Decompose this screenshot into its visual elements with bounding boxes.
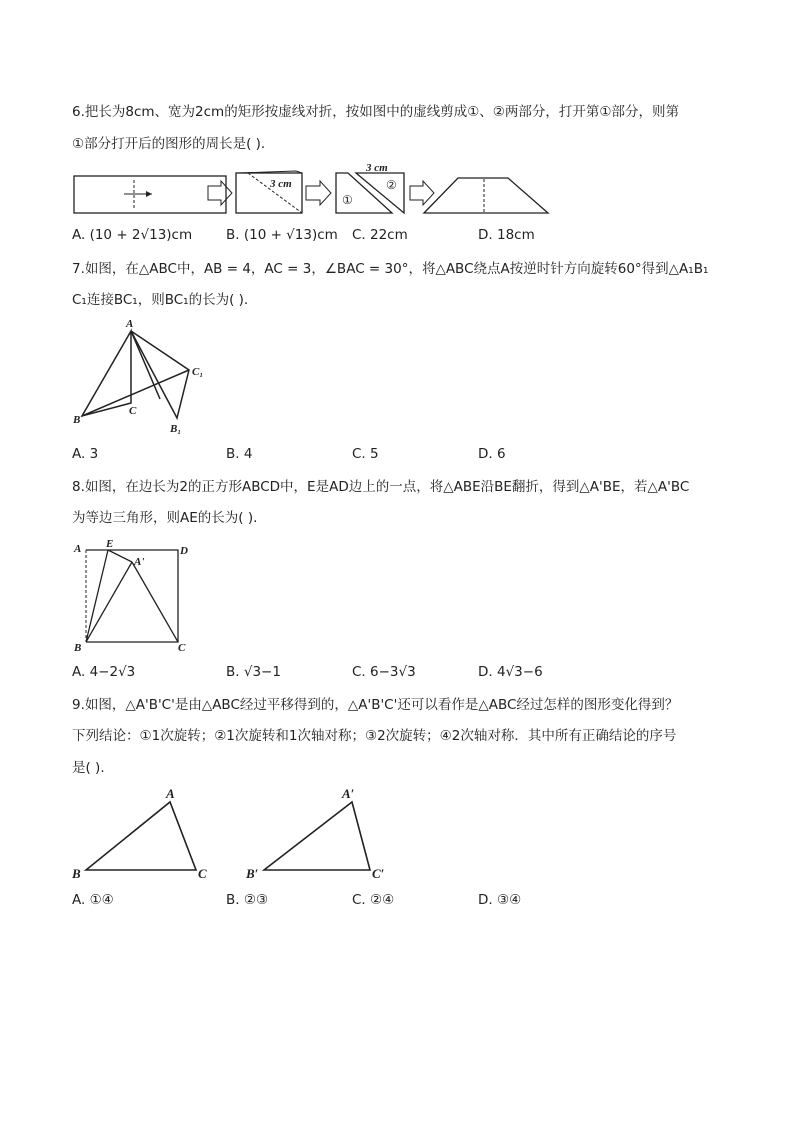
q8-square-outline <box>86 550 178 642</box>
q9-stem-line3: 是( ). <box>72 760 105 776</box>
q7-label-c: C <box>129 405 137 417</box>
q9-stem-line2: 下列结论：①1次旋转；②1次旋转和1次轴对称；③2次旋转；④2次轴对称．其中所有正确结论的序号 <box>72 728 677 744</box>
q7-stem-line2: C₁连接BC₁，则BC₁的长为( ). <box>72 292 249 308</box>
q8-label-b: B <box>74 642 82 654</box>
q9-figure <box>70 782 400 884</box>
q9-label-aprime: A′ <box>342 786 355 801</box>
q8-segment-ba <box>86 562 132 642</box>
q6-option-a[interactable]: A. (10 + 2√13)cm <box>72 227 193 243</box>
q9-stem-line1: 9.如图，△A'B'C'是由△ABC经过平移得到的，△A'B'C'还可以看作是△ABC经过怎样的图形变化得到？ <box>72 697 679 713</box>
q6-option-b[interactable]: B. (10 + √13)cm <box>226 227 338 243</box>
q8-options <box>72 664 632 684</box>
q7-option-c[interactable]: C. 5 <box>352 446 379 462</box>
q9-label-c: C <box>198 866 207 881</box>
q6-rect-folded <box>236 173 302 213</box>
q8-option-d[interactable]: D. 4√3−6 <box>478 664 543 680</box>
q6-option-c[interactable]: C. 22cm <box>352 227 408 243</box>
q8-stem-line2: 为等边三角形，则AE的长为( ). <box>72 510 258 526</box>
q7-option-d[interactable]: D. 6 <box>478 446 506 462</box>
q6-stem-line2: ①部分打开后的图形的周长是( ). <box>72 136 266 152</box>
q8-label-c: C <box>178 642 186 654</box>
q9-label-b: B <box>72 866 81 881</box>
q7-option-a[interactable]: A. 3 <box>72 446 99 462</box>
q8-segment-be <box>86 550 108 642</box>
q8-label-aprime: A' <box>134 556 145 568</box>
q9-option-b[interactable]: B. ②③ <box>226 892 269 908</box>
q8-figure <box>70 538 200 654</box>
q9-label-cprime: C′ <box>372 866 385 881</box>
q7-label-a: A <box>126 318 134 330</box>
q8-option-b[interactable]: B. √3−1 <box>226 664 281 680</box>
q6-stem-line1: 6.把长为8cm、宽为2cm的矩形按虚线对折，按如图中的虚线剪成①、②两部分，打开第①部分，则第 <box>72 104 680 120</box>
q6-arrow-2 <box>306 181 331 205</box>
q9-option-a[interactable]: A. ①④ <box>72 892 114 908</box>
q6-label-1: ① <box>342 193 353 207</box>
q9-triangle-abc <box>86 802 196 870</box>
q6-label-3cm-b: 3 cm <box>366 162 388 174</box>
q7-stem-line1: 7.如图，在△ABC中，AB = 4，AC = 3，∠BAC = 30°，将△ABC绕点A按逆时针方向旋转60°得到△A₁B₁ <box>72 261 709 277</box>
q7-figure <box>70 315 220 437</box>
q7-label-c1: C₁ <box>192 366 204 378</box>
q8-option-a[interactable]: A. 4−2√3 <box>72 664 136 680</box>
q8-label-e: E <box>106 538 114 550</box>
q8-option-c[interactable]: C. 6−3√3 <box>352 664 416 680</box>
q8-segment-ac <box>132 562 178 642</box>
q8-stem-line1: 8.如图，在边长为2的正方形ABCD中，E是AD边上的一点，将△ABE沿BE翻折，得到△A'BE，若△A'BC <box>72 479 690 495</box>
q8-segment-ea <box>108 550 132 562</box>
q8-label-a: A <box>74 543 82 555</box>
q7-label-b1: B₁ <box>170 423 182 435</box>
q6-label-3cm: 3 cm <box>270 178 292 190</box>
q9-option-c[interactable]: C. ②④ <box>352 892 395 908</box>
q6-options <box>72 227 632 247</box>
q6-trapezoid <box>424 178 548 213</box>
q6-piece-2 <box>356 173 404 213</box>
q9-label-a: A <box>166 786 175 801</box>
q6-arrow-1 <box>208 181 232 205</box>
q7-label-b: B <box>73 414 81 426</box>
q7-option-b[interactable]: B. 4 <box>226 446 253 462</box>
q8-label-d: D <box>180 545 188 557</box>
q6-option-d[interactable]: D. 18cm <box>478 227 535 243</box>
q9-option-d[interactable]: D. ③④ <box>478 892 522 908</box>
q7-options <box>72 446 632 466</box>
q6-label-2: ② <box>386 178 397 192</box>
q9-label-bprime: B′ <box>246 866 259 881</box>
q6-figure <box>70 162 560 218</box>
q7-triangle-abc <box>82 331 131 416</box>
q6-arrow-3 <box>410 181 434 205</box>
q9-triangle-aprime <box>264 802 370 870</box>
q9-options <box>72 892 632 912</box>
